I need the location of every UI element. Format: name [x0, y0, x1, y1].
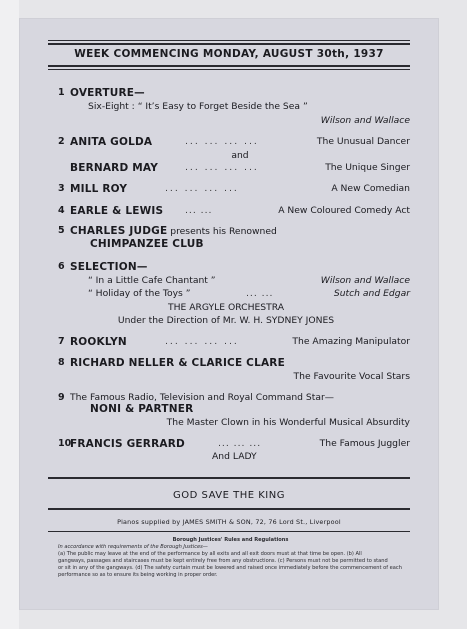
leader-dots: ... ... — [185, 205, 213, 216]
song-title: “ Holiday of the Toys ” — [88, 288, 191, 299]
rules-title: Borough Justices' Rules and Regulations — [172, 537, 289, 543]
act-name: ANITA GOLDA — [70, 136, 153, 148]
act-name: MILL ROY — [70, 183, 128, 195]
act-2 — [58, 136, 410, 149]
act-number: 9 — [58, 392, 65, 403]
act-name: RICHARD NELLER & CLARICE CLARE — [70, 357, 285, 369]
leader-dots: ... ... ... ... — [165, 183, 239, 194]
leader-dots: ... ... ... ... — [165, 336, 239, 347]
act-description: A New Comedian — [331, 183, 410, 194]
leader-dots: ... ... ... ... — [185, 136, 259, 147]
act-number: 4 — [58, 205, 65, 216]
act-name: NONI & PARTNER — [90, 403, 194, 415]
act-8 — [58, 357, 410, 370]
act-6-song-1 — [88, 275, 410, 287]
orchestra-name: THE ARGYLE ORCHESTRA — [167, 302, 285, 313]
act-10-lady — [212, 451, 410, 463]
header-rule-thick — [48, 65, 410, 67]
act-1 — [58, 87, 410, 100]
rules-line: gangways, passages and staircases must be kept entirely free from any obstructions. (c) Persons must not be permitted to stand — [58, 558, 388, 564]
top-rule-thin — [48, 40, 410, 41]
act-description: The Master Clown in his Wonderful Musical Absurdity — [166, 417, 410, 428]
act-name: ROOKLYN — [70, 336, 127, 348]
act-number: 10 — [58, 438, 72, 449]
leader-dots: ... ... — [246, 288, 274, 299]
page-edge — [0, 0, 19, 629]
anthem-rule-top — [48, 477, 410, 479]
act-6-song-2 — [88, 288, 410, 300]
anthem: GOD SAVE THE KING — [173, 490, 285, 501]
rules-line: performance so as to ensure its being working in proper order. — [58, 572, 218, 578]
act-4 — [58, 205, 410, 218]
act-name: FRANCIS GERRARD — [70, 438, 185, 450]
act-2-and — [70, 150, 410, 162]
act-2b — [70, 162, 410, 175]
act-description: The Favourite Vocal Stars — [293, 371, 410, 382]
conjunction: and — [231, 150, 249, 161]
act-description: A New Coloured Comedy Act — [278, 205, 410, 216]
act-1-detail — [88, 101, 410, 113]
act-description: The Amazing Manipulator — [292, 336, 410, 347]
act-number: 8 — [58, 357, 65, 368]
act-detail: Six-Eight : “ It’s Easy to Forget Beside the Sea ” — [88, 101, 308, 112]
act-10 — [58, 438, 410, 451]
act-name: SELECTION— — [70, 261, 148, 273]
act-number: 3 — [58, 183, 65, 194]
composer-credit: Wilson and Wallace — [320, 115, 410, 126]
act-description: The Unique Singer — [325, 162, 410, 173]
song-title: “ In a Little Cafe Chantant ” — [88, 275, 216, 286]
act-6 — [58, 261, 410, 274]
leader-dots: ... ... ... ... — [185, 162, 259, 173]
piano-credit: Pianos supplied by JAMES SMITH & SON, 72, 76 Lord St., Liverpool — [117, 518, 341, 526]
composer-credit: Sutch and Edgar — [333, 288, 410, 299]
act-presents: presents his Renowned — [170, 226, 277, 237]
act-number: 2 — [58, 136, 65, 147]
act-intro: The Famous Radio, Television and Royal Command Star— — [70, 392, 334, 403]
act-name: BERNARD MAY — [70, 162, 159, 174]
act-6-orchestra — [56, 302, 396, 314]
act-description: The Unusual Dancer — [316, 136, 410, 147]
act-5-sub — [90, 238, 430, 251]
act-number: 7 — [58, 336, 65, 347]
leader-dots: ... ... ... — [218, 438, 262, 449]
act-3 — [58, 183, 410, 196]
credit-rule — [48, 531, 410, 532]
act-name: EARLE & LEWIS — [70, 205, 164, 217]
top-rule-thick — [48, 43, 410, 45]
anthem-rule-bottom — [48, 508, 410, 510]
act-number: 1 — [58, 87, 65, 98]
act-number: 5 — [58, 225, 65, 236]
act-name: OVERTURE— — [70, 87, 145, 99]
act-name: CHARLES JUDGE — [70, 225, 168, 237]
act-subtitle: CHIMPANZEE CLUB — [90, 238, 204, 250]
composer-credit: Wilson and Wallace — [320, 275, 410, 286]
act-description: The Famous Juggler — [319, 438, 410, 449]
act-partner: And LADY — [212, 451, 257, 462]
rules-line: (a) The public may leave at the end of the performance by all exits and all exit doors must at that time be open. (b) All — [58, 551, 362, 557]
page-title: WEEK COMMENCING MONDAY, AUGUST 30th, 1937 — [74, 48, 384, 60]
act-9-name — [90, 403, 430, 416]
act-number: 6 — [58, 261, 65, 272]
header-rule-thin — [48, 69, 410, 70]
act-5 — [58, 225, 410, 238]
act-7 — [58, 336, 410, 349]
act-6-director — [56, 315, 396, 327]
rules-intro: In accordance with requirements of the Borough Justices— — [58, 544, 208, 550]
rules-line: or sit in any of the gangways. (d) The safety curtain must be lowered and raised once immediately before the commencement of each — [58, 565, 402, 571]
conductor: Under the Direction of Mr. W. H. SYDNEY JONES — [117, 315, 335, 326]
